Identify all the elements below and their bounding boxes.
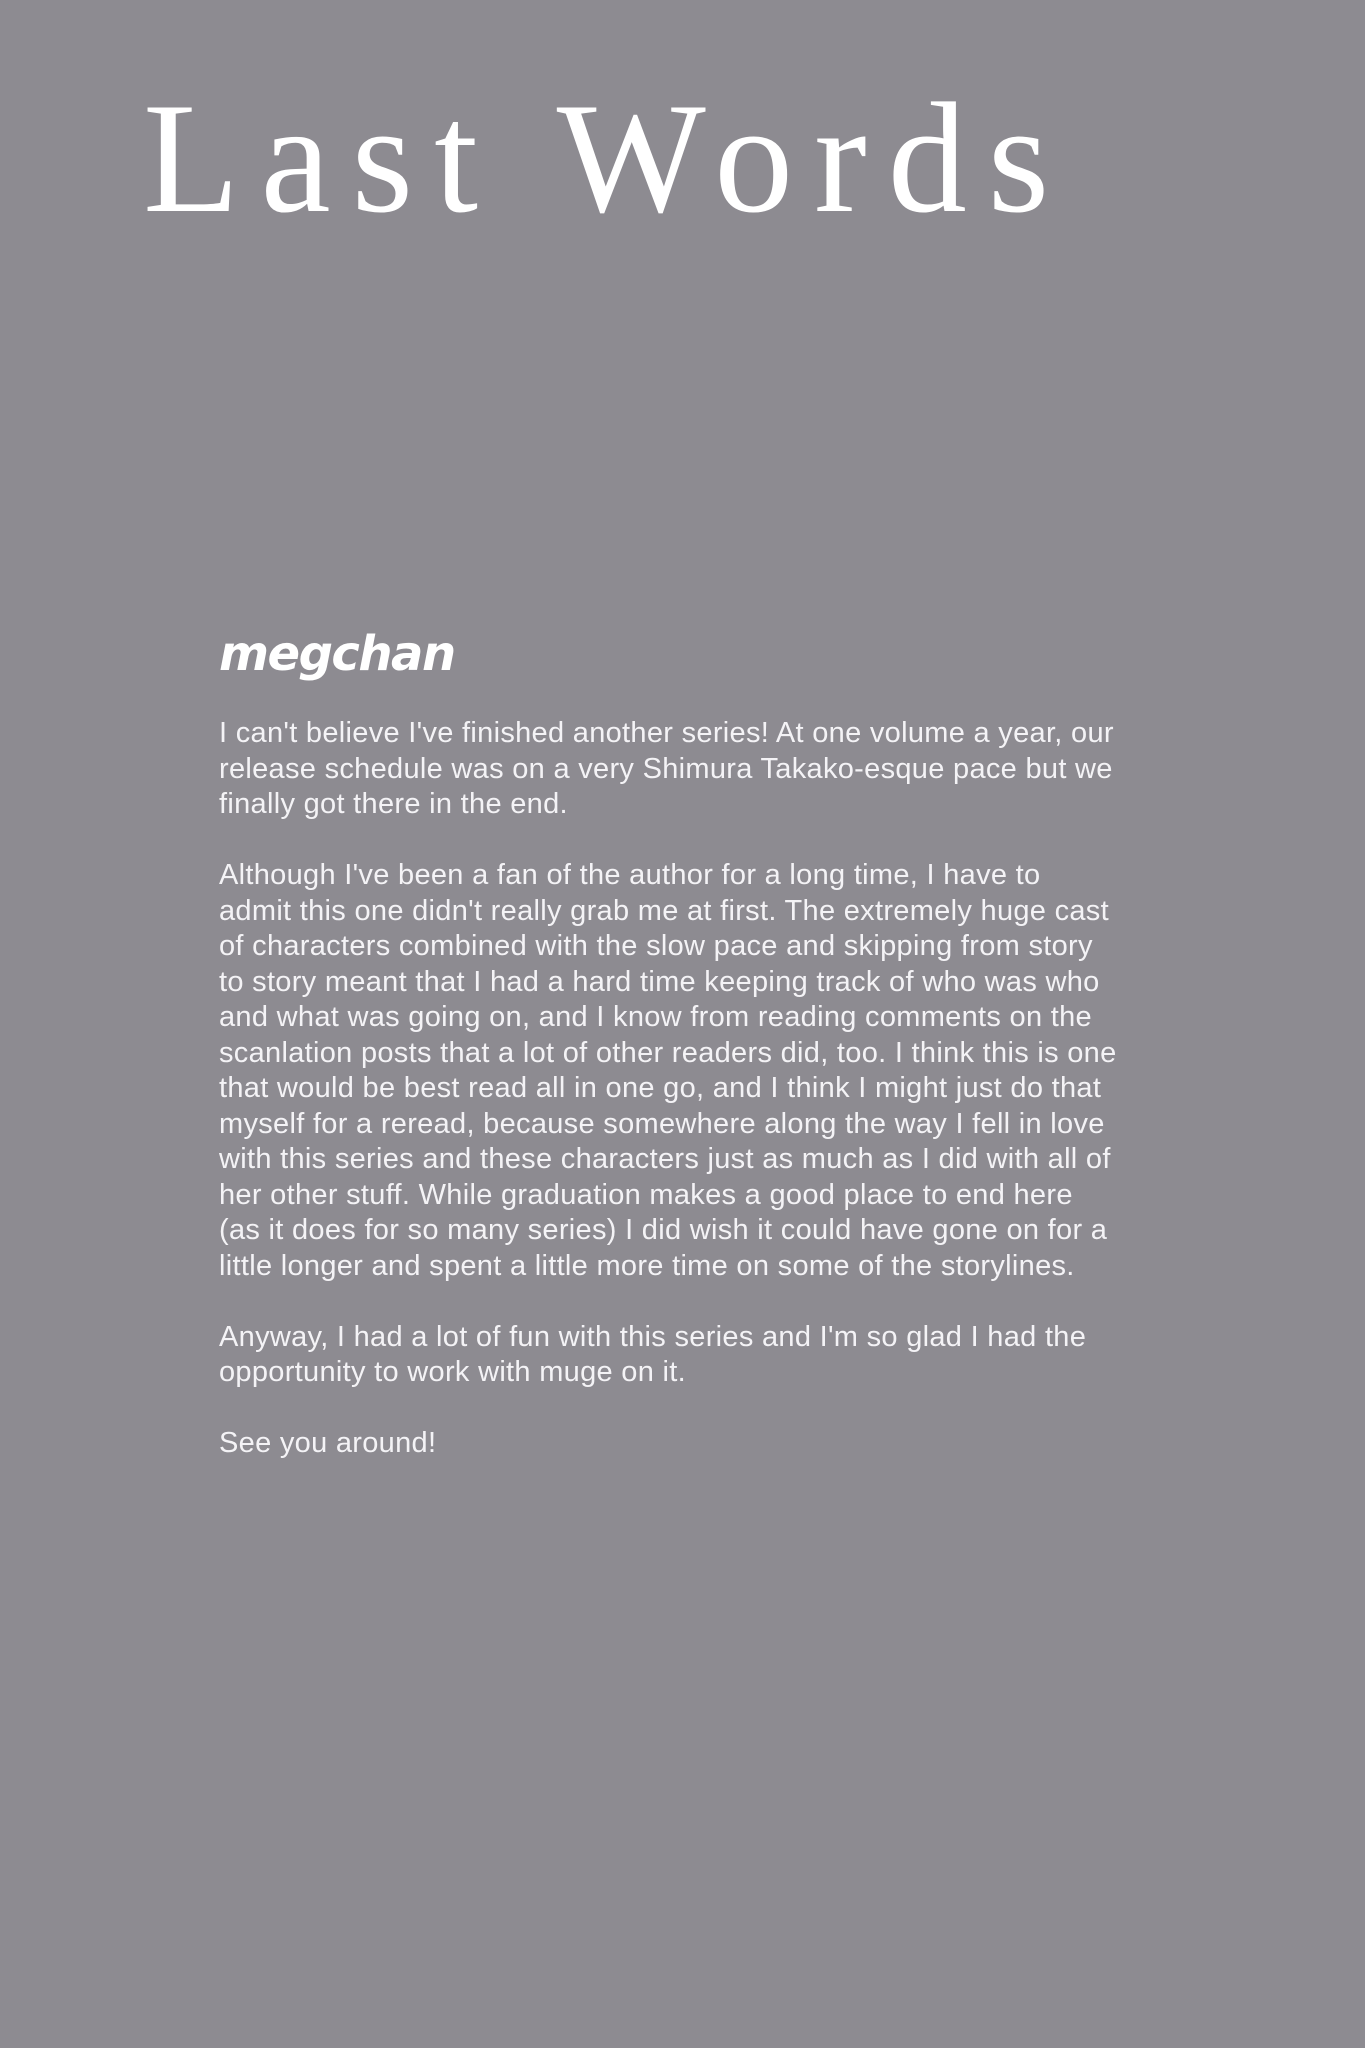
afterword-paragraph: I can't believe I've finished another series! At one volume a year, our release schedule was on a very Shimura Takako-esque pace but we finally got there in the end.: [219, 717, 1114, 820]
afterword-paragraph: Anyway, I had a lot of fun with this series and I'm so glad I had the opportunity to work with muge on it.: [219, 1320, 1087, 1388]
afterword-paragraph: See you around!: [219, 1427, 437, 1459]
afterword-content: [219, 620, 1119, 1497]
page-title: Last Words: [143, 71, 1071, 246]
author-name: megchan: [219, 626, 455, 682]
afterword-paragraph: Although I've been a fan of the author for a long time, I have to admit this one didn't really grab me at first. The extremely huge cast of characters combined with the slow pace and skipping from story to story meant that I had a hard time keeping track of who was who and what was going on, and I know from reading comments on the scanlation posts that a lot of other readers did, too. I think this is one that would be best read all in one go, and I think I might just do that myself for a reread, because somewhere along the way I fell in love with this series and these characters just as much as I did with all of her other stuff. While graduation makes a good place to end here (as it does for so many series) I did wish it could have gone on for a little longer and spent a little more time on some of the storylines.: [219, 859, 1117, 1282]
